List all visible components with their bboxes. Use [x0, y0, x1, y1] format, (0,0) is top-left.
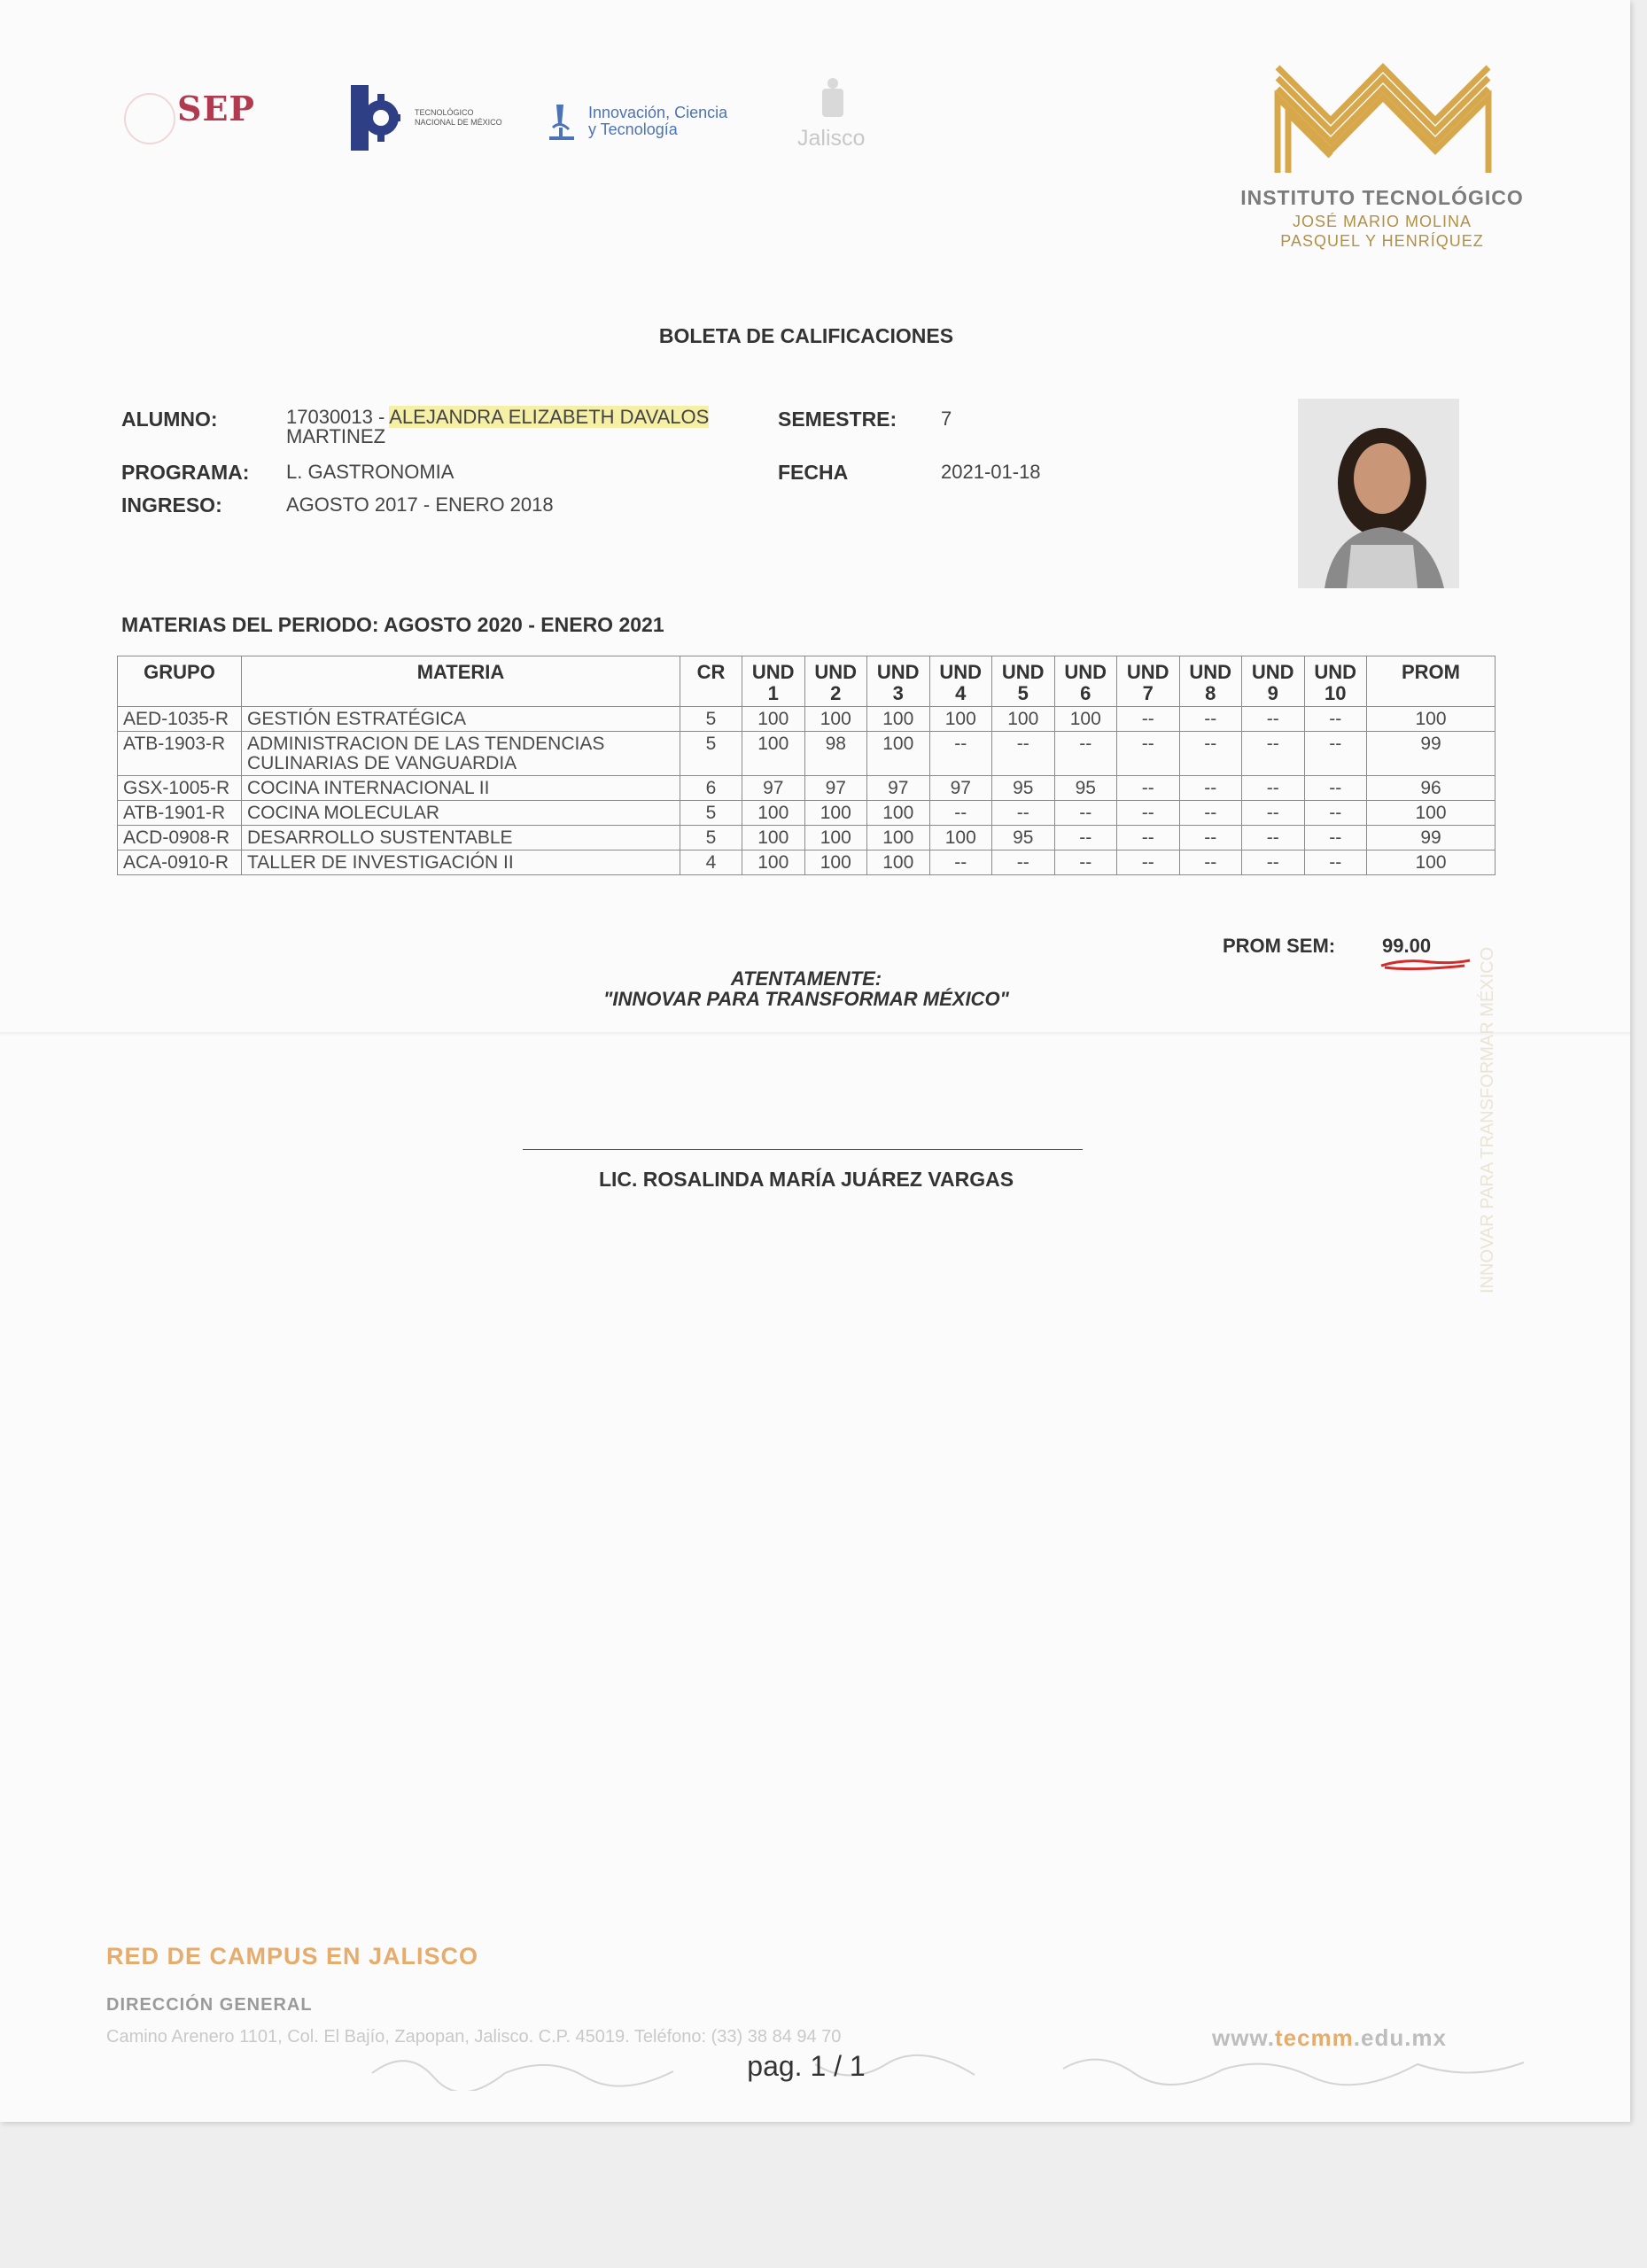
cell-und: --: [1304, 850, 1367, 875]
cell-und: 100: [742, 850, 805, 875]
sep-logo: SEP: [177, 89, 255, 128]
side-watermark: INNOVAR PARA TRANSFORMAR MÉXICO: [1478, 946, 1497, 1293]
cell-und: --: [929, 850, 992, 875]
lema: "INNOVAR PARA TRANSFORMAR MÉXICO": [602, 988, 1009, 1010]
table-row: [118, 801, 1496, 826]
cell-grupo: ATB-1901-R: [118, 801, 242, 826]
header-und-1: UND 1: [742, 656, 805, 707]
cell-und: --: [1242, 826, 1305, 850]
cell-und: 95: [1054, 776, 1117, 801]
header-und-9: UND 9: [1242, 656, 1305, 707]
cell-und: 98: [804, 732, 867, 776]
cell-und: --: [1054, 801, 1117, 826]
cell-und: --: [1179, 776, 1242, 801]
cell-und: 100: [804, 707, 867, 732]
table-header-row: [118, 656, 1496, 707]
header-materia: MATERIA: [242, 656, 680, 707]
cell-und: 95: [992, 776, 1055, 801]
table-row: [118, 707, 1496, 732]
cell-und: 100: [929, 826, 992, 850]
cell-und: 100: [804, 801, 867, 826]
cell-und: 97: [804, 776, 867, 801]
cell-und: --: [1304, 826, 1367, 850]
cell-und: 100: [742, 826, 805, 850]
cell-grupo: ACA-0910-R: [118, 850, 242, 875]
cell-grupo: GSX-1005-R: [118, 776, 242, 801]
cell-cr: 5: [680, 732, 742, 776]
cell-und: 100: [804, 826, 867, 850]
cell-und: --: [1054, 850, 1117, 875]
cell-und: --: [1117, 732, 1180, 776]
programa-value: L. GASTRONOMIA: [286, 461, 454, 483]
tecnm-gear-icon: [347, 82, 400, 154]
prom-sem-value: 99.00: [1382, 935, 1432, 957]
cell-und: --: [929, 801, 992, 826]
cell-und: 100: [804, 850, 867, 875]
cell-grupo: AED-1035-R: [118, 707, 242, 732]
header-prom: PROM: [1367, 656, 1496, 707]
cell-cr: 5: [680, 826, 742, 850]
table-row: [118, 826, 1496, 850]
programa-label: PROGRAMA:: [121, 461, 250, 484]
cell-und: --: [1179, 732, 1242, 776]
website: www.tecmm.edu.mx: [1212, 2024, 1448, 2051]
fecha-label: FECHA: [778, 461, 849, 484]
cell-prom: 99: [1367, 826, 1496, 850]
cell-und: 100: [742, 801, 805, 826]
atentamente: ATENTAMENTE:: [730, 967, 882, 990]
cell-cr: 4: [680, 850, 742, 875]
signature-line: [523, 1149, 1083, 1150]
semestre-label: SEMESTRE:: [778, 408, 897, 431]
cell-und: 97: [929, 776, 992, 801]
page-number: pag. 1 / 1: [747, 2050, 866, 2082]
ingreso-value: AGOSTO 2017 - ENERO 2018: [286, 493, 554, 516]
cell-und: --: [1242, 707, 1305, 732]
cell-und: 100: [742, 707, 805, 732]
institute-name-line3: PASQUEL Y HENRÍQUEZ: [1280, 232, 1484, 250]
alumno-value: [286, 408, 709, 447]
table-row: [118, 732, 1496, 776]
cell-und: --: [1117, 850, 1180, 875]
cell-prom: 96: [1367, 776, 1496, 801]
fecha-value: 2021-01-18: [941, 461, 1041, 483]
cell-und: --: [1242, 776, 1305, 801]
cell-und: 95: [992, 826, 1055, 850]
cell-und: --: [1242, 732, 1305, 776]
jalisco-crest-icon: [815, 76, 851, 126]
tecnm-logo-text: TECNOLÓGICO NACIONAL DE MÉXICO: [415, 108, 502, 127]
cell-prom: 99: [1367, 732, 1496, 776]
cell-und: --: [1117, 776, 1180, 801]
cell-und: 100: [1054, 707, 1117, 732]
cell-und: 97: [867, 776, 930, 801]
cell-und: 100: [867, 801, 930, 826]
cell-und: --: [1179, 850, 1242, 875]
cell-prom: 100: [1367, 801, 1496, 826]
innovacion-logo-text: Innovación, Ciencia y Tecnología: [588, 104, 728, 138]
document-title: BOLETA DE CALIFICACIONES: [658, 324, 954, 347]
cell-grupo: ATB-1903-R: [118, 732, 242, 776]
cell-und: --: [1054, 826, 1117, 850]
direccion-general: DIRECCIÓN GENERAL: [106, 1995, 313, 2015]
cell-und: --: [992, 732, 1055, 776]
alumno-name-rest: MARTINEZ: [286, 425, 386, 447]
alumno-id: 17030013 -: [286, 406, 385, 428]
institute-name-line2: JOSÉ MARIO MOLINA: [1292, 213, 1472, 230]
cell-und: --: [1179, 826, 1242, 850]
cell-und: 100: [867, 732, 930, 776]
student-portrait-icon: [1298, 399, 1459, 588]
cell-materia: DESARROLLO SUSTENTABLE: [242, 826, 680, 850]
cell-und: 100: [867, 707, 930, 732]
cell-materia: COCINA INTERNACIONAL II: [242, 776, 680, 801]
cell-und: --: [929, 732, 992, 776]
cell-und: --: [1117, 707, 1180, 732]
cell-und: 100: [867, 850, 930, 875]
cell-und: --: [1179, 801, 1242, 826]
cell-und: 100: [929, 707, 992, 732]
institute-m-logo-icon: [1269, 62, 1497, 177]
alumno-name-highlighted: ALEJANDRA ELIZABETH DAVALOS: [389, 406, 710, 428]
institute-name-line1: INSTITUTO TECNOLÓGICO: [1240, 186, 1524, 209]
cell-und: 100: [992, 707, 1055, 732]
header-und-10: UND 10: [1304, 656, 1367, 707]
cell-materia: GESTIÓN ESTRATÉGICA: [242, 707, 680, 732]
cell-und: --: [1304, 732, 1367, 776]
cell-und: --: [1117, 826, 1180, 850]
period-title: MATERIAS DEL PERIODO: AGOSTO 2020 - ENERO 2021: [121, 613, 664, 636]
cell-und: --: [1179, 707, 1242, 732]
cell-materia: ADMINISTRACION DE LAS TENDENCIAS CULINARIAS DE VANGUARDIA: [242, 732, 680, 776]
address: Camino Arenero 1101, Col. El Bajío, Zapopan, Jalisco. C.P. 45019. Teléfono: (33) 38 84 94 70: [106, 2027, 842, 2047]
grades-table: [117, 656, 1496, 875]
semestre-value: 7: [941, 408, 952, 430]
header-und-2: UND 2: [804, 656, 867, 707]
student-photo: [1298, 399, 1459, 588]
cell-und: --: [992, 801, 1055, 826]
header-und-7: UND 7: [1117, 656, 1180, 707]
microscope-icon: [548, 101, 578, 144]
cell-cr: 6: [680, 776, 742, 801]
header-und-6: UND 6: [1054, 656, 1117, 707]
header-und-5: UND 5: [992, 656, 1055, 707]
cell-cr: 5: [680, 707, 742, 732]
cell-und: 97: [742, 776, 805, 801]
cell-und: --: [1304, 776, 1367, 801]
cell-materia: TALLER DE INVESTIGACIÓN II: [242, 850, 680, 875]
header-und-8: UND 8: [1179, 656, 1242, 707]
jalisco-logo-text: Jalisco: [797, 126, 866, 151]
cell-und: --: [992, 850, 1055, 875]
cell-und: --: [1117, 801, 1180, 826]
cell-materia: COCINA MOLECULAR: [242, 801, 680, 826]
paper-fold: [0, 1032, 1630, 1037]
header-cr: CR: [680, 656, 742, 707]
cell-prom: 100: [1367, 707, 1496, 732]
table-row: [118, 850, 1496, 875]
cell-und: --: [1304, 801, 1367, 826]
table-row: [118, 776, 1496, 801]
ingreso-label: INGRESO:: [121, 493, 222, 517]
cell-cr: 5: [680, 801, 742, 826]
prom-sem-label: PROM SEM:: [1223, 935, 1336, 957]
sep-seal-icon: [124, 93, 175, 144]
cell-und: --: [1242, 850, 1305, 875]
signer-name: LIC. ROSALINDA MARÍA JUÁREZ VARGAS: [598, 1168, 1014, 1191]
cell-und: 100: [867, 826, 930, 850]
alumno-label: ALUMNO:: [121, 408, 218, 431]
header-und-3: UND 3: [867, 656, 930, 707]
cell-und: --: [1242, 801, 1305, 826]
red-campus-title: RED DE CAMPUS EN JALISCO: [106, 1943, 479, 1969]
cell-grupo: ACD-0908-R: [118, 826, 242, 850]
header-und-4: UND 4: [929, 656, 992, 707]
cell-und: --: [1304, 707, 1367, 732]
cell-und: 100: [742, 732, 805, 776]
cell-und: --: [1054, 732, 1117, 776]
header-grupo: GRUPO: [118, 656, 242, 707]
cell-prom: 100: [1367, 850, 1496, 875]
